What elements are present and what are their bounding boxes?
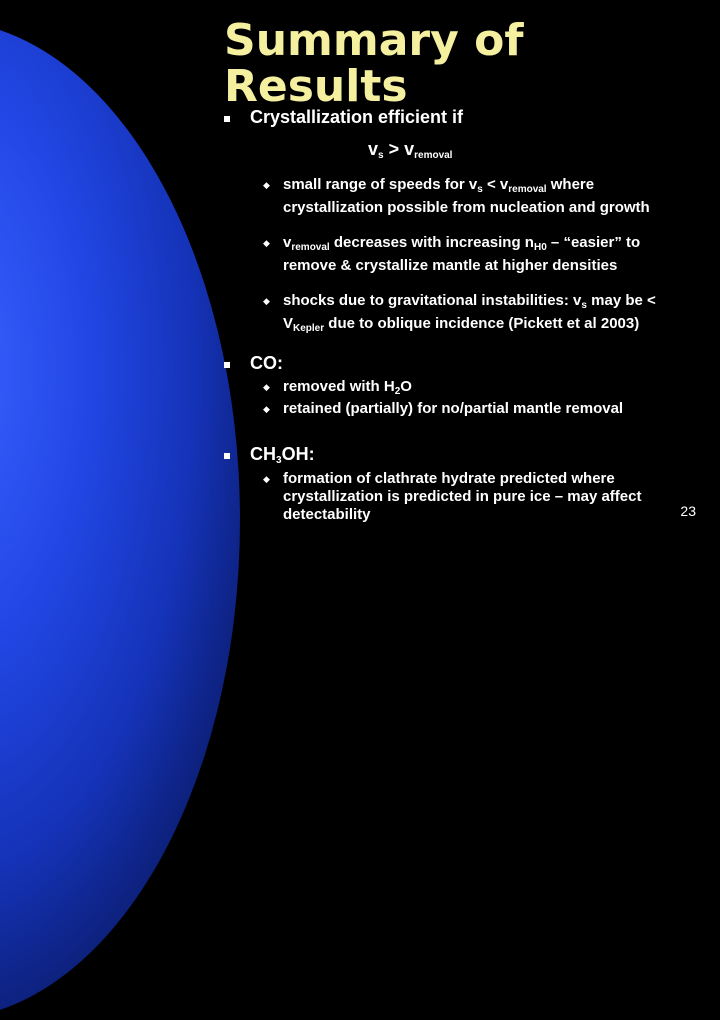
sb2-sub1: removal (291, 242, 330, 253)
background-blue-glow (0, 20, 240, 1020)
sb1-sub2: removal (508, 184, 547, 195)
subbullet-shocks (283, 292, 693, 338)
subbullet-vremoval-decreases (283, 234, 693, 275)
sb3-sub2: Kepler (293, 323, 325, 334)
sb3-post: due to oblique incidence (Pickett et al 2003) (324, 315, 640, 332)
diamond-bullet-icon (263, 405, 271, 413)
sb4-pre: removed with H (283, 378, 395, 395)
sb2-mid: decreases with increasing n (329, 234, 534, 251)
square-bullet-icon (224, 362, 230, 368)
sb1-sub1: s (477, 184, 483, 195)
diamond-bullet-icon (263, 475, 271, 483)
subbullet-clathrate (283, 470, 673, 524)
diamond-bullet-icon (263, 239, 271, 247)
diamond-bullet-icon (263, 383, 271, 391)
subbullet-retained (283, 400, 693, 418)
diamond-bullet-icon (263, 181, 271, 189)
sb1-post: where crystallization possible from nucleation and growth (283, 176, 650, 216)
square-bullet-icon (224, 453, 230, 459)
bullet-co (250, 352, 283, 374)
sb1-mid: < v (482, 176, 509, 193)
bullet-crystallization (250, 106, 463, 128)
b3-post: OH: (281, 444, 315, 464)
bullet-ch3oh (250, 443, 315, 472)
sb2-pre: v (283, 234, 292, 251)
subbullet-speed-range (283, 176, 693, 217)
subbullet-removed-with-h2o (283, 378, 693, 401)
eq-operator: > v (383, 139, 415, 159)
sb2-sub2: H0 (533, 242, 547, 253)
bullet-crystallization-text: Crystallization efficient if (250, 107, 464, 127)
title-line-1: Summary of (224, 15, 524, 66)
b3-pre: CH (250, 444, 276, 464)
sb3-pre: shocks due to gravitational instabilities: v (283, 292, 582, 309)
sb4-sub1: 2 (394, 386, 401, 397)
page-number: 23 (680, 503, 696, 519)
bullet-co-text: CO: (250, 353, 283, 373)
diamond-bullet-icon (263, 297, 271, 305)
sb3-mid: may be < V (283, 292, 656, 332)
equation-vs-gt-vremoval (368, 138, 452, 167)
eq-sub-removal: removal (414, 150, 453, 161)
slide-title (224, 15, 524, 112)
eq-v: v (368, 139, 379, 159)
b3-sub: 3 (276, 455, 282, 466)
sb2-post: – “easier” to remove & crystallize mantle at higher densities (283, 234, 641, 274)
sb4-post: O (400, 378, 412, 395)
square-bullet-icon (224, 116, 230, 122)
sb6-text: formation of clathrate hydrate predicted where crystallization is predicted in pure ice – may affect detectability (283, 470, 642, 523)
eq-sub-s: s (378, 150, 384, 161)
sb5-text: retained (partially) for no/partial mantle removal (283, 400, 624, 417)
sb1-pre: small range of speeds for v (283, 176, 478, 193)
sb3-sub1: s (581, 300, 587, 311)
title-line-2: Results (224, 61, 408, 112)
